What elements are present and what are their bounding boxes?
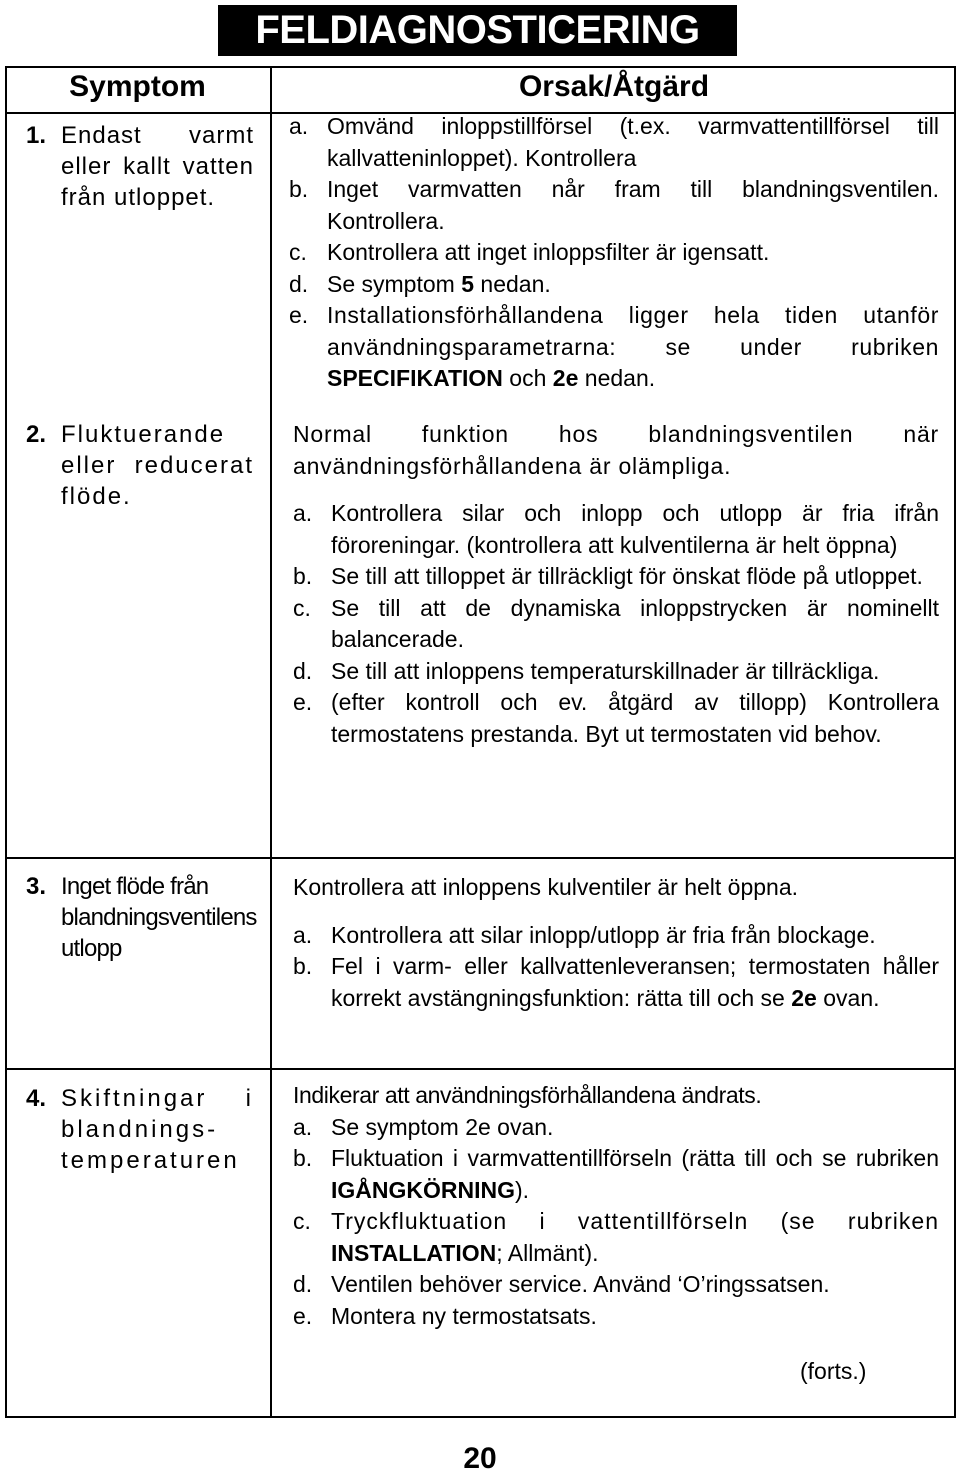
symptom-header: Symptom xyxy=(69,70,206,103)
cause-3: Kontrollera att inloppens kulventiler är helt öppna. a. Kontrollera att silar inlopp/utlopp är fria från blockage. b. Fel i varm- eller kallvattenleveransen; termostaten håller korrekt avstängningsfunktion: rätta till och se 2e ovan. xyxy=(293,872,939,1014)
list-item: a. Omvänd inloppstillförsel (t.ex. varmvattentillförsel till kallvatteninloppet). Kontrollera xyxy=(289,113,939,171)
list-item: b. Fel i varm- eller kallvattenleveransen; termostaten håller korrekt avstängningsfunktion: rätta till och se 2e ovan. xyxy=(293,953,939,1011)
list-item: c. Tryckfluktuation i vattentillförseln (se rubriken INSTALLATION; Allmänt). xyxy=(293,1208,939,1266)
list-item: a. Kontrollera att silar inlopp/utlopp är fria från blockage. xyxy=(293,921,876,948)
cause-header: Orsak/Åtgärd xyxy=(518,70,710,103)
cause-2: Normal funktion hos blandningsventilen när användningsförhållandena är olämpliga. a. Kontrollera silar och inlopp och utlopp är fria ifrån föroreningar. (kontrollera att kulventilerna är helt öppna) b. Se till att tilloppet är tillräckligt för önskat flöde på utloppet. c. Se till att de dynamiska inloppstrycken är nominellt balancerade. d. Se till att inloppens temperaturskillnader är tillräckliga. e. (efter kontroll och ev. åtgärd av tillopp) Kontrollera termostatens prestanda. Byt ut termostaten vid behov. xyxy=(293,419,939,750)
list-item: b. Fluktuation i varmvattentillförseln (rätta till och se rubriken IGÅNGKÖRNING). xyxy=(293,1145,939,1203)
list-item: b. Se till att tilloppet är tillräckligt för önskat flöde på utloppet. xyxy=(293,563,923,589)
symptom-4: 4. Skiftningar i blandnings-temperaturen xyxy=(26,1085,254,1174)
list-item: e. (efter kontroll och ev. åtgärd av tillopp) Kontrollera termostatens prestanda. Byt ut termostaten vid behov. xyxy=(293,689,939,747)
list-item: e. Montera ny termostatsats. xyxy=(293,1302,597,1329)
continued-note: (forts.) xyxy=(800,1358,867,1384)
symptom-3: 3. Inget flöde från blandningsventilens utlopp xyxy=(26,873,257,962)
list-item: a. Se symptom 2e ovan. xyxy=(293,1113,554,1140)
list-item: d. Se till att inloppens temperaturskillnader är tillräckliga. xyxy=(293,657,880,684)
list-item: b. Inget varmvatten når fram till blandningsventilen. Kontrollera. xyxy=(289,176,939,234)
list-item: d. Ventilen behöver service. Använd ‘O’ringssatsen. xyxy=(293,1271,830,1297)
page-number: 20 xyxy=(463,1442,497,1475)
cause-1 xyxy=(289,111,939,395)
list-item: c. Se till att de dynamiska inloppstrycken är nominellt balancerade. xyxy=(293,594,939,652)
list-item: a. Kontrollera silar och inlopp och utlopp är fria ifrån föroreningar. (kontrollera att kulventilerna är helt öppna) xyxy=(293,500,939,558)
symptom-2: 2. Fluktuerande eller reducerat flöde. xyxy=(26,421,254,510)
list-item: d. Se symptom 5 nedan. xyxy=(289,270,551,297)
list-item: e. Installationsförhållandena ligger hela tiden utanför användningsparametrarna: se under rubriken SPECIFIKATION och 2e nedan. xyxy=(289,302,939,391)
list-item: c. Kontrollera att inget inloppsfilter är igensatt. xyxy=(289,239,770,265)
symptom-1: 1. Endast varmt eller kallt vatten från utloppet. xyxy=(26,122,254,211)
cause-4: Indikerar att användningsförhållandena ändrats. a. Se symptom 2e ovan. b. Fluktuation i varmvattentillförseln (rätta till och se rubriken IGÅNGKÖRNING). c. Tryckfluktuation i vattentillförseln (se rubriken INSTALLATION; Allmänt). d. Ventilen behöver service. Använd ‘O’ringssatsen. e. Montera ny termostatsats. xyxy=(293,1080,939,1332)
page-title: FELDIAGNOSTICERING xyxy=(218,5,737,56)
